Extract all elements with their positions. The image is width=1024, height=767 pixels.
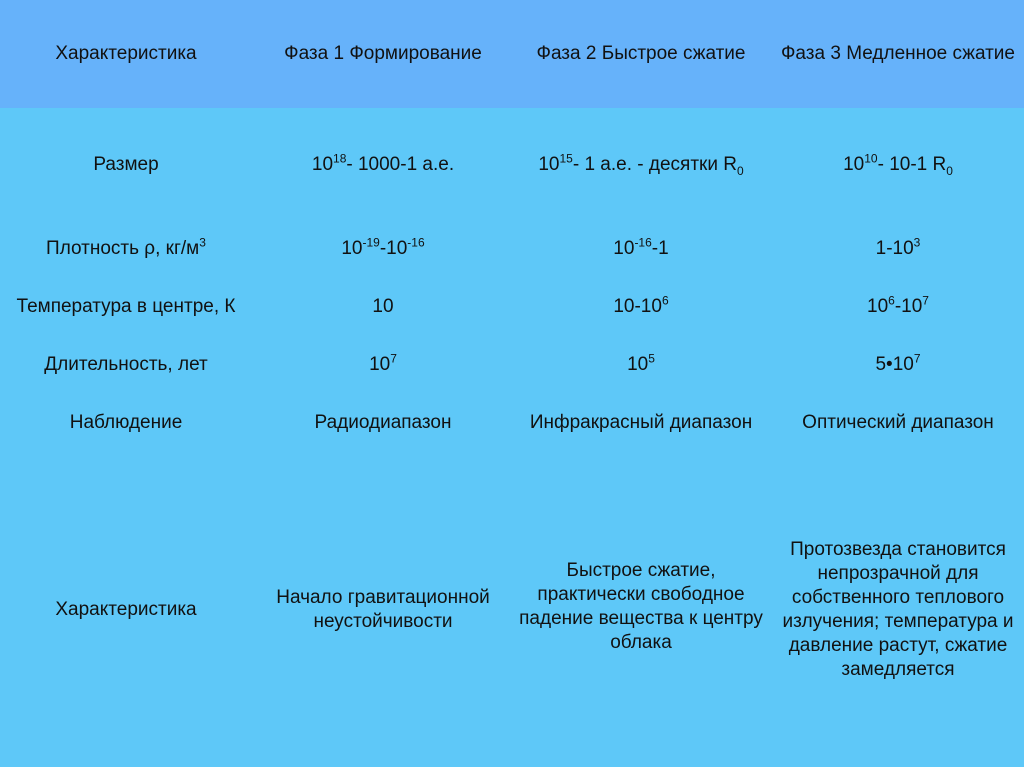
characteristic-phase-1-line: Начало: [276, 587, 343, 608]
size-phase-3-line1: $10^{10}-$: [843, 151, 884, 175]
phase-3-subtitle: Медленное сжатие: [846, 43, 1015, 64]
row-duration-phase-1: [258, 350, 508, 380]
phase-1-subtitle: Формирование: [349, 43, 482, 64]
characteristic-label: Характеристика: [55, 599, 197, 620]
characteristic-phase-3-line: собственного: [791, 587, 911, 608]
characteristic-phase-2-line: Быстрое сжатие,: [566, 560, 716, 581]
size-phase-3-line2: 10-1 $R_0$: [889, 154, 953, 178]
observation-phase-2-line2: диапазон: [669, 412, 753, 433]
row-observation-phase-2: [514, 396, 768, 450]
duration-phase-1-value: $10^7$: [369, 351, 397, 375]
row-temperature-phase-3: [772, 280, 1024, 334]
density-phase-1-value: $10^{-19}-10^{-16}$: [341, 235, 425, 259]
header-phase-3: [772, 0, 1024, 108]
temperature-label-line2: К: [224, 296, 236, 317]
row-temperature-phase-1: [258, 280, 508, 334]
row-characteristic-phase-3: [772, 502, 1024, 718]
row-size-phase-1: [258, 135, 508, 195]
characteristic-phase-3-line: становится: [907, 539, 1006, 560]
size-phase-1-line1: $10^{18}-$: [311, 151, 353, 175]
temperature-label-line1: Температура в центре,: [16, 296, 220, 317]
row-duration-label: [0, 350, 252, 380]
row-duration-phase-2: [514, 350, 768, 380]
duration-phase-2-value: $10^5$: [627, 351, 655, 375]
row-observation-phase-1: [258, 396, 508, 450]
header-phase-2: [514, 0, 768, 108]
characteristic-phase-3-line: температура и: [884, 611, 1014, 632]
density-phase-2-value: $10^{-16}-1$: [613, 235, 669, 259]
row-density-phase-2: [514, 234, 768, 264]
duration-phase-3-value: $5•10^7$: [875, 351, 921, 375]
phase-2-subtitle: Быстрое сжатие: [601, 43, 746, 64]
row-duration-phase-3: [772, 350, 1024, 380]
size-phase-2-line2: 1 а.е. - десятки $R_0$: [584, 154, 744, 178]
row-density-phase-1: [258, 234, 508, 264]
characteristic-phase-1-line: неустойчивости: [313, 611, 453, 632]
characteristic-phase-3-line: непрозрачной для: [817, 563, 979, 584]
characteristic-phase-2-line: падение вещества к: [519, 608, 698, 629]
phase-3-title: Фаза 3: [780, 43, 841, 64]
phase-2-title: Фаза 2: [536, 43, 597, 64]
observation-phase-2-line1: Инфракрасный: [529, 412, 665, 433]
row-density-phase-3: [772, 234, 1024, 264]
characteristic-phase-3-line: теплового излучения;: [782, 587, 1005, 632]
density-label: Плотность ρ, $кг/м^3$: [46, 235, 206, 259]
temperature-phase-2-value: $10-10^6$: [613, 293, 669, 317]
temperature-phase-3-value: $10^6-10^7$: [867, 293, 929, 317]
size-label: Размер: [93, 154, 159, 175]
row-characteristic-phase-1: [258, 502, 508, 718]
observation-phase-1-value: Радиодиапазон: [314, 412, 452, 433]
observation-label: Наблюдение: [69, 412, 183, 433]
temperature-phase-1-value: 10: [372, 296, 394, 317]
row-density-label: [0, 234, 252, 264]
row-size-phase-3: [772, 135, 1024, 195]
row-temperature-label: [0, 280, 252, 334]
row-size-phase-2: [514, 135, 768, 195]
characteristic-phase-2-line: практически свободное: [537, 584, 745, 605]
characteristic-phase-1-line: гравитационной: [347, 587, 490, 608]
characteristic-phase-3-line: Протозвезда: [790, 539, 902, 560]
header-phase-1: [258, 0, 508, 108]
characteristic-phase-3-line: сжатие замедляется: [841, 635, 1008, 680]
density-phase-3-value: $1-10^3$: [875, 235, 921, 259]
size-phase-2-line1: $10^{15}-$: [538, 151, 580, 175]
phase-1-title: Фаза 1: [284, 43, 345, 64]
characteristic-phase-2-line: центру облака: [610, 608, 763, 653]
size-phase-1-line2: 1000-1 а.е.: [357, 154, 455, 175]
header-label: Характеристика: [55, 43, 197, 64]
row-characteristic-phase-2: [514, 502, 768, 712]
row-observation-phase-3: [772, 396, 1024, 450]
row-temperature-phase-2: [514, 280, 768, 334]
header-characteristic: [0, 0, 252, 108]
row-observation-label: [0, 396, 252, 450]
observation-phase-3-value: Оптический диапазон: [802, 412, 994, 433]
row-characteristic-label: [0, 502, 252, 718]
duration-label: Длительность, лет: [44, 354, 208, 375]
characteristic-phase-3-line: давление растут,: [788, 635, 940, 656]
row-size-label: [0, 135, 252, 195]
